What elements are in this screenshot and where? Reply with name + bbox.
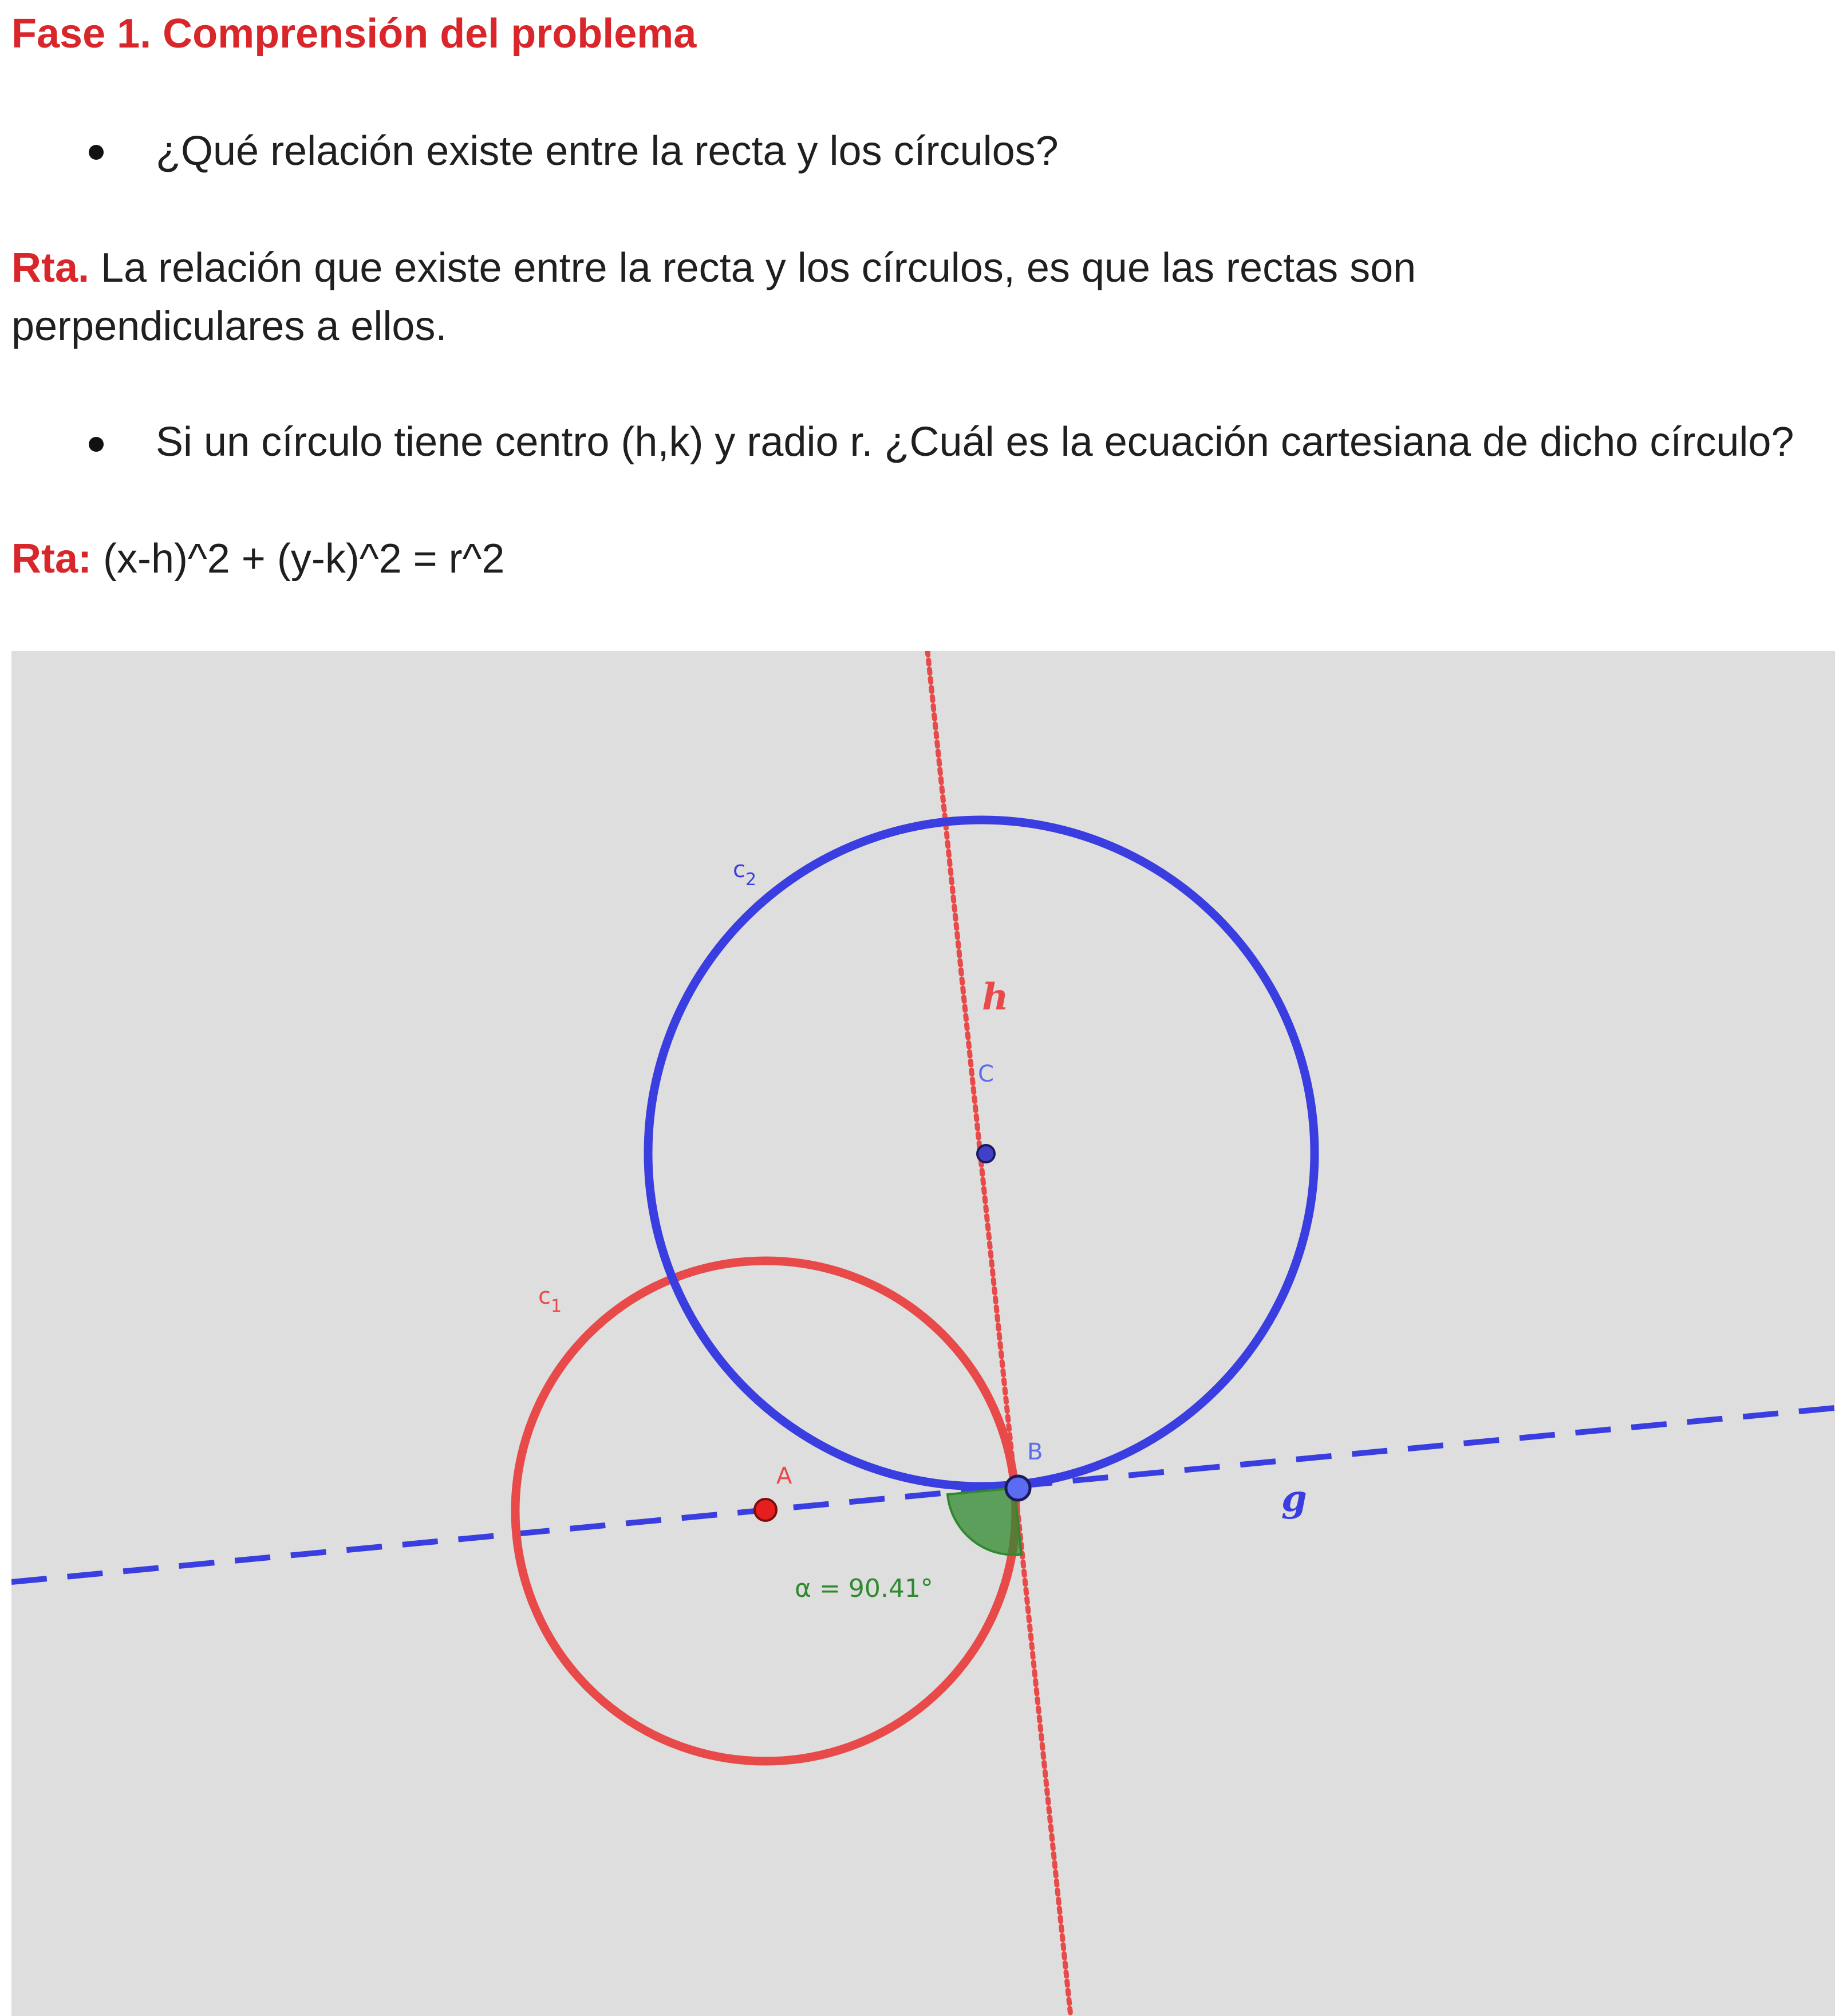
geometry-canvas (11, 651, 1835, 2016)
label-c2: $c_2$ (733, 857, 757, 890)
answer-1-label: Rta. (11, 245, 90, 291)
label-b: B (1027, 1439, 1043, 1465)
bullet-dot (89, 145, 104, 160)
label-c1: $c_1$ (538, 1283, 562, 1316)
label-angle-alpha: α = 90.41° (795, 1574, 933, 1603)
question-1: ¿Qué relación existe entre la recta y los círculos? (156, 128, 1059, 174)
answer-2-label: Rta: (11, 536, 92, 582)
answer-1-text: La relación que existe entre la recta y los círculos, es que las rectas son perpendiculares a ellos. (11, 245, 1416, 349)
geometry-figure (11, 651, 1835, 2016)
point-c (977, 1145, 995, 1162)
point-a (755, 1499, 776, 1521)
question-2: Si un círculo tiene centro (h,k) y radio r. ¿Cuál es la ecuación cartesiana de dicho círculo? (156, 419, 1794, 465)
label-a: A (776, 1463, 792, 1489)
section-heading: Fase 1. Comprensión del problema (11, 11, 697, 57)
point-b (1006, 1476, 1030, 1500)
bullet-dot (89, 437, 104, 452)
answer-2-text: (x-h)^2 + (y-k)^2 = r^2 (92, 536, 505, 582)
line-h (928, 651, 1071, 2016)
label-c: C (978, 1061, 994, 1087)
answer-1 (11, 239, 1672, 356)
line-g (11, 1408, 1835, 1582)
label-g: g (1281, 1477, 1307, 1520)
answer-2 (11, 530, 504, 588)
label-h: h (982, 976, 1009, 1019)
